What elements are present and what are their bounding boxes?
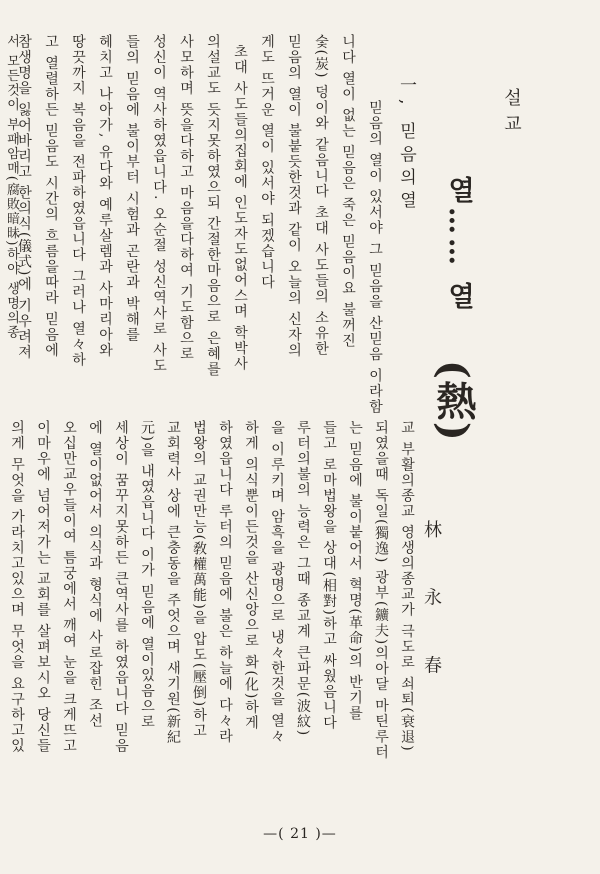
text-column: 게도 뜨거운 열이 있서야 되겠습니다 <box>259 34 275 291</box>
text-column: 이마우에 넘어저가는 교회를 살펴보시오 당신들 <box>35 420 51 754</box>
text-column: 들고 로마법왕을 상대(相對)하고 싸웠음니다 <box>321 420 337 731</box>
text-column: 초대 사도들의집회에 인도자도없어스며 학박사 <box>232 44 248 372</box>
text-column: 세상이 꿈꾸지못하든 큰역사를 하였읍니다 믿음 <box>113 420 129 754</box>
text-column: 루터의불의 능력은 그때 종교계 큰파문(波紋) <box>295 420 311 737</box>
text-column: 믿음의 열이 있서야 그 믿음을 산믿음 이라함 <box>367 100 383 415</box>
text-column: 는 믿음에 불이붙어서 혁명(革命)의 반기를 <box>347 420 363 722</box>
text-column: 사모하며 뜻을다하고 마음을다하여 기도함으로 <box>178 34 194 362</box>
text-column: 하였읍니다 루터의 믿음에 불은 하늘에 다々라 <box>217 420 233 745</box>
text-column: 숯(炭) 덩이와 같음니다 초대 사도들의 소유한 <box>313 34 329 357</box>
text-column: 교회력사 상에 큰충동을 주엇으며 새기원(新紀 <box>165 420 181 746</box>
page-number: —( 21 )— <box>263 826 337 842</box>
text-column: 의게 무엇을 가라치고있으며 무엇을 요구하고있 <box>9 420 25 754</box>
text-column: 니다 열이 없는 믿음은 죽은 믿음이요 불꺼진 <box>340 34 356 349</box>
text-column: 서 모든것이 부패암매(腐敗暗昧)하야 생명의종 <box>4 34 19 340</box>
section-heading: 一, 믿음의열 <box>396 76 416 214</box>
text-column: 법왕의 교권만능(敎權萬能)을 압도(壓倒)하고 <box>191 420 207 739</box>
text-column: 의설교도 듯지못하였으되 간절한마음으로 은혜를 <box>205 34 221 378</box>
text-column: 믿음의 열이 불붙듯한것과 같이 오늘의 신자의 <box>286 34 302 359</box>
text-column: 을 이루키며 암흑을 광명으로 냉々한것을 열々 <box>269 420 285 745</box>
text-column: 하게 의식뿐이든것을 산신앙으로 화(化)하게 <box>243 420 259 731</box>
text-column: 교 부활의종교 영생의종교가 극도로 쇠퇴(衰退) <box>399 420 415 753</box>
category-heading: 설교 <box>501 88 522 140</box>
text-column: 되였을때 독일(獨逸) 광부(鑛夫)의아달 마틴루터 <box>373 420 389 761</box>
text-column: 참생명을 잃어바리고 한의식(儀式)에 기우려져 <box>16 34 32 361</box>
text-column: 고 열렬하든 믿음도 시간의 흐름을따라 믿음에 <box>43 34 59 359</box>
text-column: 땅끗까지 복음을 전파하였읍니다 그러나 열々하 <box>70 34 86 368</box>
text-column: 헤치고 나아가, 유다와 예루살렘과 사마리아와 <box>97 34 113 359</box>
title-hanja: (熱) <box>430 360 477 443</box>
text-column: 들의 믿음에 불이부터 시험과 곤란과 박해를 <box>124 34 140 343</box>
text-column: 성신이 역사하였읍니다. 오순절 성신역사로 사도 <box>151 34 167 374</box>
text-column: 오십만교우들이여 틈궁에서 깨여 눈을 크게뜨고 <box>61 420 77 754</box>
text-column: 元)을 내였읍니다 이가 믿음에 열이있음으로 <box>139 420 155 730</box>
author-name: 林 永 春 <box>421 520 442 696</box>
title-text: 열…… 열 <box>443 176 474 314</box>
text-column: 에 열이없어서 의식과 형식에 사로잡힌 조선 <box>87 420 103 729</box>
